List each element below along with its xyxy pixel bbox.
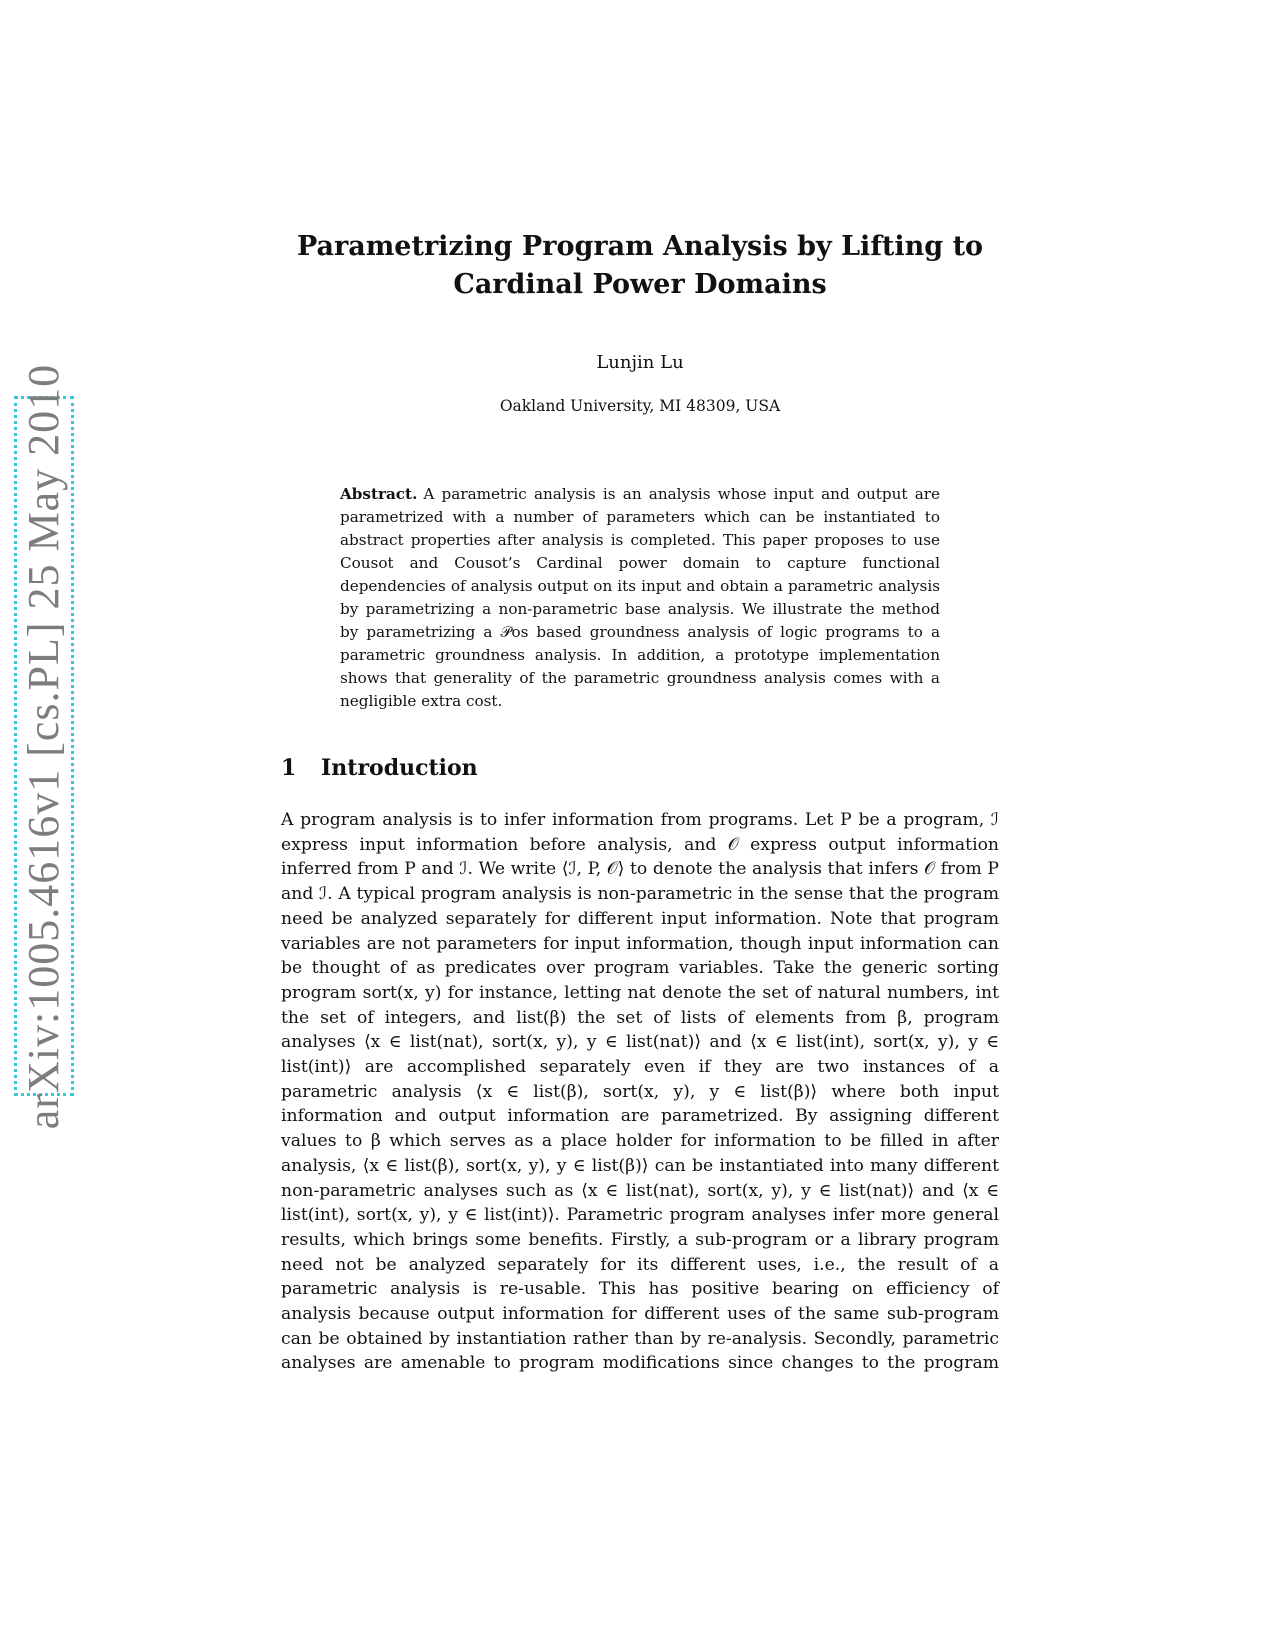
abstract-block — [340, 483, 940, 713]
introduction-paragraph: A program analysis is to infer information from programs. Let P be a program, ℐ express input information before analysis, and 𝒪 express output information inferred from P and ℐ. We write ⟨ℐ, P, 𝒪⟩ to denote the analysis that infers 𝒪 from P and ℐ. A typical program analysis is non-parametric in the sense that the program need be analyzed separately for different input information. Note that program variables are not parameters for input information, though input information can be thought of as predicates over program variables. Take the generic sorting program sort(x, y) for instance, letting nat denote the set of natural numbers, int the set of integers, and list(β) the set of lists of elements from β, program analyses ⟨x ∈ list(nat), sort(x, y), y ∈ list(nat)⟩ and ⟨x ∈ list(int), sort(x, y), y ∈ list(int)⟩ are accomplished separately even if they are two instances of a parametric analysis ⟨x ∈ list(β), sort(x, y), y ∈ list(β)⟩ where both input information and output information are parametrized. By assigning different values to β which serves as a place holder for information to be filled in after analysis, ⟨x ∈ list(β), sort(x, y), y ∈ list(β)⟩ can be instantiated into many different non-parametric analyses such as ⟨x ∈ list(nat), sort(x, y), y ∈ list(nat)⟩ and ⟨x ∈ list(int), sort(x, y), y ∈ list(int)⟩. Parametric program analyses infer more general results, which brings some benefits. Firstly, a sub-program or a library program need not be analyzed separately for its different uses, i.e., the result of a parametric analysis is re-usable. This has positive bearing on efficiency of analysis because output information for different uses of the same sub-program can be obtained by instantiation rather than by re-analysis. Secondly, parametric analyses are amenable to program modifications since changes to the program — [281, 810, 999, 1374]
paper-title-line-1: Parametrizing Program Analysis by Lifting to — [296, 231, 984, 262]
arxiv-identifier-text: arXiv:1005.4616v1 [cs.PL] 25 May 2010 — [19, 363, 69, 1129]
abstract-text: A parametric analysis is an analysis whose input and output are parametrized with a number of parameters which can be instantiated to abstract properties after analysis is completed. This paper proposes to use Cousot and Cousot’s Cardinal power domain to capture functional dependencies of analysis output on its input and obtain a parametric analysis by parametrizing a non-parametric base analysis. We illustrate the method by parametrizing a 𝒫os based groundness analysis of logic programs to a parametric groundness analysis. In addition, a prototype implementation shows that generality of the parametric groundness analysis comes with a negligible extra cost. — [340, 485, 940, 710]
author-affiliation: Oakland University, MI 48309, USA — [499, 397, 781, 415]
section-title: Introduction — [321, 755, 478, 781]
author-name: Lunjin Lu — [596, 352, 684, 373]
paper-title — [240, 228, 1040, 304]
arxiv-identifier-stamp — [14, 363, 74, 1129]
abstract-label: Abstract. — [340, 485, 418, 503]
section-number: 1 — [281, 755, 297, 781]
section-heading — [281, 755, 478, 781]
paper-title-line-2: Cardinal Power Domains — [453, 269, 827, 300]
